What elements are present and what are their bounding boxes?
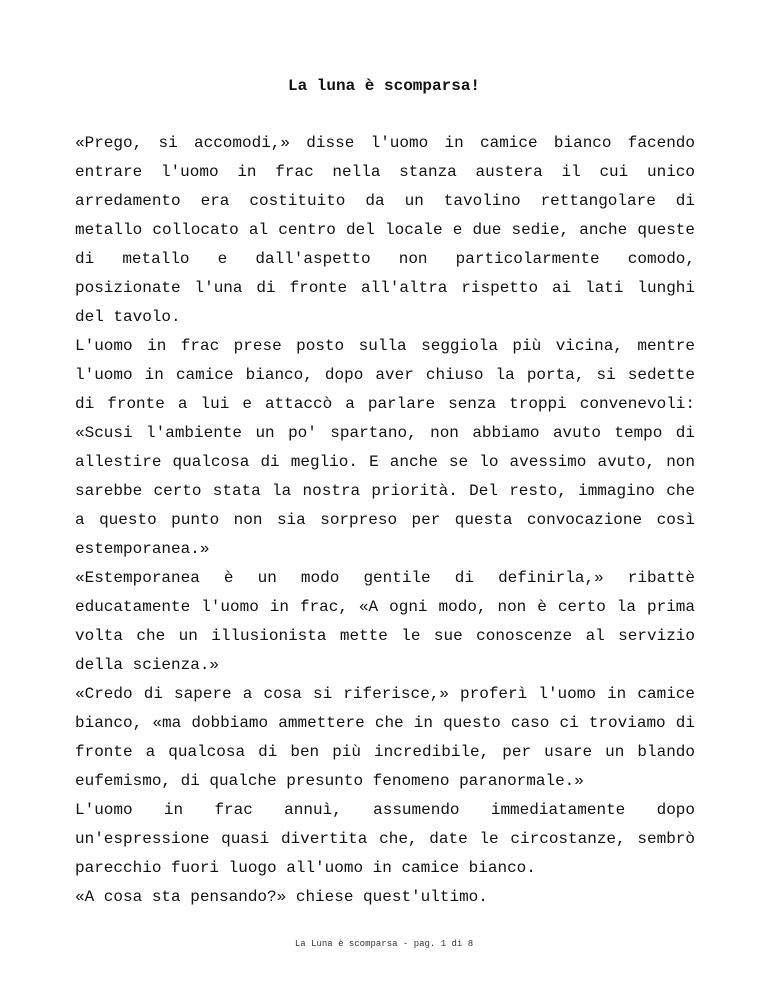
paragraph: «Credo di sapere a cosa si riferisce,» proferì l'uomo in camice bianco, «ma dobbiamo ammettere che in questo caso ci troviamo di fronte a qualcosa di ben più incredibile, per usare un blando eufemismo, di qualche presunto fenomeno paranormale.» (75, 685, 695, 790)
paragraph: «Prego, si accomodi,» disse l'uomo in camice bianco facendo entrare l'uomo in frac nella stanza austera il cui unico arredamento era costituito da un tavolino rettangolare di metallo collocato al centro del locale e due sedie, anche queste di metallo e dall'aspetto non particolarmente comodo, posizionate l'una di fronte all'altra rispetto ai lati lunghi del tavolo. (75, 134, 695, 326)
paragraph: L'uomo in frac annuì, assumendo immediatamente dopo un'espressione quasi divertita che, date le circostanze, sembrò parecchio fuori luogo all'uomo in camice bianco. (75, 801, 695, 877)
paragraph: «Estemporanea è un modo gentile di definirla,» ribattè educatamente l'uomo in frac, «A ogni modo, non è certo la prima volta che un illusionista mette le sue conoscenze al servizio della scienza.» (75, 569, 695, 674)
page-title: La luna è scomparsa! (287, 77, 481, 95)
document-body (75, 129, 695, 912)
paragraph: «A cosa sta pensando?» chiese quest'ultimo. (75, 888, 488, 906)
page-footer: La Luna è scomparsa - pag. 1 di 8 (294, 939, 474, 949)
paragraph: L'uomo in frac prese posto sulla seggiola più vicina, mentre l'uomo in camice bianco, dopo aver chiuso la porta, si sedette di fronte a lui e attaccò a parlare senza troppi convenevoli: «Scusi l'ambiente un po' spartano, non abbiamo avuto tempo di allestire qualcosa di meglio. E anche se lo avessimo avuto, non sarebbe certo stata la nostra priorità. Del resto, immagino che a questo punto non sia sorpreso per questa convocazione così estemporanea.» (75, 337, 695, 558)
